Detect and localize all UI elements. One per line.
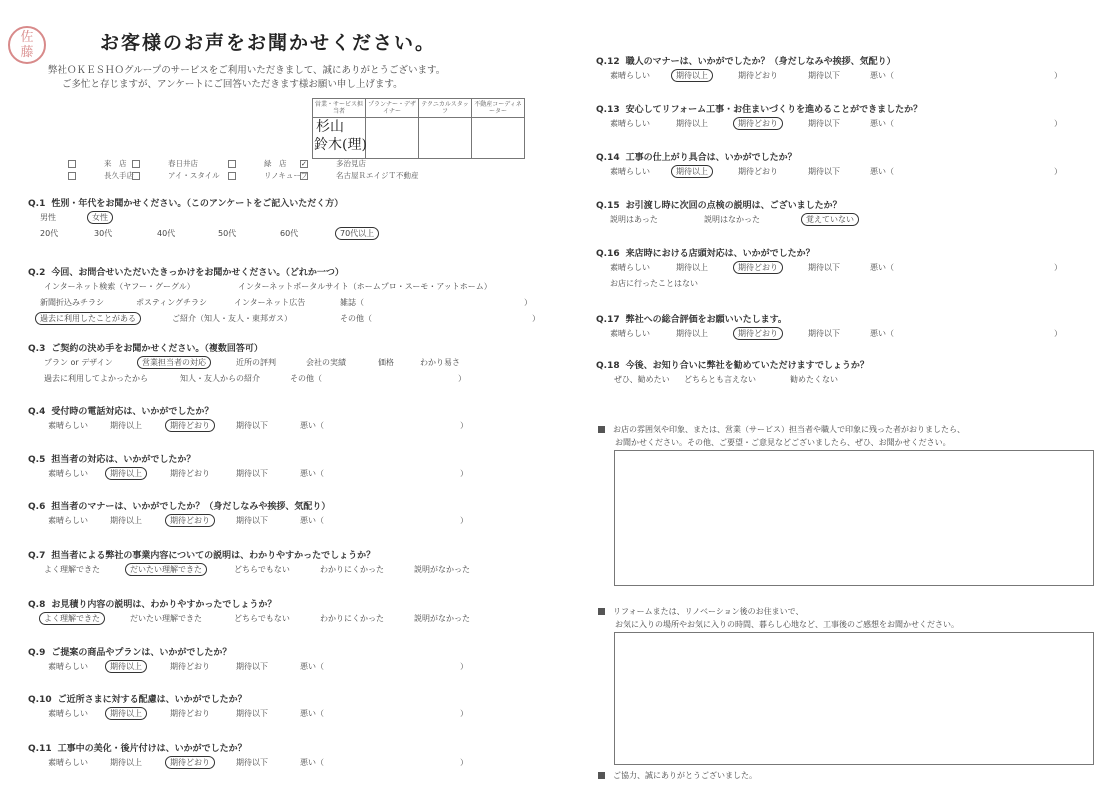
answer-option[interactable]	[236, 708, 268, 719]
answer-label: 知人・友人からの紹介	[180, 374, 260, 383]
answer-option[interactable]	[414, 613, 470, 624]
answer-label: わかりにくかった	[320, 565, 384, 574]
answer-label: 期待以下	[808, 329, 840, 338]
answer-label: その他（ ）	[340, 314, 540, 323]
store-label: 春日井店	[168, 159, 198, 168]
question-heading	[28, 597, 276, 610]
answer-selected-label: だいたい理解できた	[125, 563, 207, 576]
answer-label: ポスティングチラシ	[136, 298, 208, 307]
question-text: 担当者の対応は、いかがでしたか？	[51, 455, 196, 465]
answer-label: 期待以下	[808, 71, 840, 80]
question-text: 工事の仕上がり具合は、いかがでしたか？	[625, 153, 797, 163]
answer-label: 悪い（ ）	[300, 421, 468, 430]
answer-option[interactable]	[870, 166, 1062, 177]
answer-option[interactable]	[808, 262, 840, 273]
answer-option[interactable]	[610, 214, 658, 225]
answer-label: 素晴らしい	[48, 469, 88, 478]
answer-selected-label: 70代以上	[335, 227, 379, 240]
answer-label: 期待以上	[110, 421, 142, 430]
answer-label: よく理解できた	[44, 565, 100, 574]
answer-selected-label: 女性	[87, 211, 113, 224]
answer-label: ぜひ、勧めたい	[614, 375, 670, 384]
question-number: Q.13	[596, 105, 620, 115]
answer-option[interactable]	[110, 420, 142, 431]
answer-label: 30代	[94, 229, 113, 238]
seal-stamp: 佐藤	[8, 26, 46, 64]
question-text: 職人のマナーは、いかがでしたか？（身だしなみや挨拶、気配り）	[625, 57, 896, 67]
answer-option[interactable]	[94, 228, 112, 239]
answer-option[interactable]	[44, 613, 105, 624]
answer-label: どちらとも言えない	[684, 375, 756, 384]
thanks-text: ご協力、誠にありがとうございました。	[598, 770, 757, 781]
question-text: 弊社への総合評価をお願いいたします。	[625, 315, 787, 325]
answer-option[interactable]	[236, 357, 276, 368]
answer-option[interactable]	[378, 357, 394, 368]
answer-selected-label: 期待どおり	[733, 261, 783, 274]
answer-label: 悪い（ ）	[870, 263, 1062, 272]
checkbox-icon[interactable]	[300, 172, 308, 180]
store-option[interactable]	[132, 158, 226, 169]
store-label: 多治見店	[336, 159, 366, 168]
answer-label: 素晴らしい	[610, 329, 650, 338]
answer-option[interactable]	[738, 70, 778, 81]
answer-option[interactable]	[790, 374, 838, 385]
answer-label: お店に行ったことはない	[610, 279, 698, 288]
comment2-line-1: リフォームまたは、リノベーション後のお住まいで、	[598, 606, 803, 617]
answer-option[interactable]	[614, 374, 670, 385]
answer-option[interactable]	[110, 468, 147, 479]
answer-label: 素晴らしい	[610, 263, 650, 272]
answer-label: 素晴らしい	[610, 119, 650, 128]
answer-option[interactable]	[236, 757, 268, 768]
answer-option[interactable]	[340, 313, 540, 324]
answer-label: 期待以下	[808, 119, 840, 128]
question-number: Q.18	[596, 361, 620, 371]
answer-option[interactable]	[142, 357, 211, 368]
answer-option[interactable]	[300, 661, 468, 672]
answer-label: 40代	[157, 229, 176, 238]
answer-option[interactable]	[684, 374, 756, 385]
answer-option[interactable]	[870, 262, 1062, 273]
answer-option[interactable]	[234, 613, 290, 624]
answer-option[interactable]	[170, 757, 215, 768]
answer-label: 期待以上	[676, 119, 708, 128]
staff-header-realestate: 不動産コーディネーター	[472, 99, 525, 118]
answer-option[interactable]	[738, 166, 778, 177]
answer-option[interactable]	[218, 228, 236, 239]
question-heading	[28, 548, 375, 561]
answer-label: どちらでもない	[234, 565, 290, 574]
answer-label: だいたい理解できた	[130, 614, 202, 623]
answer-option[interactable]	[290, 373, 466, 384]
answer-option[interactable]	[870, 70, 1062, 81]
handwritten-name-2: 鈴木(理)	[314, 137, 367, 153]
answer-selected-label: よく理解できた	[39, 612, 105, 625]
answer-option[interactable]	[676, 166, 713, 177]
question-number: Q.6	[28, 502, 46, 512]
answer-label: 素晴らしい	[610, 71, 650, 80]
answer-selected-label: 期待どおり	[733, 327, 783, 340]
checkbox-icon[interactable]	[68, 172, 76, 180]
answer-option[interactable]	[610, 328, 650, 339]
answer-option[interactable]	[676, 262, 708, 273]
answer-option[interactable]	[130, 564, 207, 575]
answer-option[interactable]	[414, 564, 470, 575]
question-heading	[28, 265, 344, 278]
question-heading	[28, 499, 330, 512]
answer-option[interactable]	[48, 468, 88, 479]
answer-label: 60代	[280, 229, 299, 238]
comment1-line-2: お聞かせください。その他、ご要望・ご意見などございましたら、ぜひ、お聞かせください。	[615, 438, 951, 447]
answer-option[interactable]	[48, 420, 88, 431]
answer-option[interactable]	[236, 420, 268, 431]
answer-option[interactable]	[40, 297, 104, 308]
question-heading	[596, 54, 896, 67]
question-number: Q.7	[28, 551, 46, 561]
store-label: 来 店	[104, 159, 127, 168]
answer-selected-label: 期待どおり	[165, 514, 215, 527]
staff-header-planner: プランナー・デザイナー	[366, 99, 419, 118]
intro-line-2: ご多忙と存じますが、アンケートにご回答いただきます様お願い申し上げます。	[62, 79, 403, 90]
answer-label: 20代	[40, 229, 59, 238]
answer-option[interactable]	[48, 708, 88, 719]
answer-option[interactable]	[320, 613, 384, 624]
answer-label: 素晴らしい	[48, 516, 88, 525]
question-heading	[596, 198, 842, 211]
question-number: Q.5	[28, 455, 46, 465]
question-heading	[596, 246, 815, 259]
answer-option[interactable]	[236, 661, 268, 672]
question-text: 来店時における店頭対応は、いかがでしたか？	[625, 249, 815, 259]
question-text: お見積り内容の説明は、わかりやすかったでしょうか？	[51, 600, 277, 610]
answer-label: 価格	[378, 358, 394, 367]
question-heading	[28, 452, 195, 465]
answer-option[interactable]	[676, 70, 713, 81]
answer-selected-label: 期待どおり	[165, 756, 215, 769]
answer-label: どちらでもない	[234, 614, 290, 623]
question-heading	[596, 150, 797, 163]
question-text: 工事中の美化・後片付けは、いかがでしたか？	[57, 744, 247, 754]
answer-label: わかりにくかった	[320, 614, 384, 623]
store-label: リノキューブ	[264, 171, 309, 180]
store-label: アイ・スタイル	[168, 171, 220, 180]
answer-label: 過去に利用してよかったから	[44, 374, 148, 383]
answer-label: プラン or デザイン	[44, 358, 113, 367]
answer-option[interactable]	[808, 118, 840, 129]
question-heading	[28, 692, 247, 705]
answer-label: 期待以下	[236, 421, 268, 430]
answer-option[interactable]	[806, 214, 859, 225]
answer-label: 悪い（ ）	[870, 71, 1062, 80]
answer-option[interactable]	[234, 564, 290, 575]
answer-label: 期待以下	[236, 758, 268, 767]
checkbox-icon[interactable]	[228, 172, 236, 180]
question-number: Q.12	[596, 57, 620, 67]
answer-option[interactable]	[610, 70, 650, 81]
answer-selected-label: 覚えていない	[801, 213, 859, 226]
staff-header-sales: 営業・サービス担当者	[313, 99, 366, 118]
answer-option[interactable]	[170, 661, 210, 672]
question-text: 受付時の電話対応は、いかがでしたか？	[51, 407, 214, 417]
answer-selected-label: 期待どおり	[165, 419, 215, 432]
answer-label: 悪い（ ）	[300, 469, 468, 478]
answer-label: 悪い（ ）	[300, 662, 468, 671]
answer-option[interactable]	[40, 228, 58, 239]
question-text: 担当者による弊社の事業内容についての説明は、わかりやすかったでしょうか？	[51, 551, 376, 561]
answer-selected-label: 期待以上	[105, 467, 147, 480]
answer-option[interactable]	[340, 297, 532, 308]
answer-label: 素晴らしい	[48, 709, 88, 718]
answer-label: その他（ ）	[290, 374, 466, 383]
answer-label: 期待どおり	[170, 469, 210, 478]
answer-selected-label: 期待どおり	[733, 117, 783, 130]
answer-option[interactable]	[610, 166, 650, 177]
store-option[interactable]	[300, 158, 394, 169]
answer-selected-label: 営業担当者の対応	[137, 356, 211, 369]
question-text: 担当者のマナーは、いかがでしたか？（身だしなみや挨拶、気配り）	[51, 502, 331, 512]
checkbox-icon[interactable]	[228, 160, 236, 168]
question-heading	[28, 741, 247, 754]
page-title: お客様のお声をお聞かせください。	[100, 32, 437, 54]
answer-option[interactable]	[738, 328, 783, 339]
staff-header-technical: テクニカルスタッフ	[419, 99, 472, 118]
handwritten-name-1: 杉山	[316, 119, 344, 135]
answer-label: 会社の実績	[306, 358, 346, 367]
answer-option[interactable]	[92, 212, 113, 223]
answer-option[interactable]	[48, 757, 88, 768]
answer-label: 素晴らしい	[48, 662, 88, 671]
answer-option[interactable]	[610, 278, 698, 289]
question-text: ご近所さまに対する配慮は、いかがでしたか？	[57, 695, 247, 705]
answer-option[interactable]	[808, 166, 840, 177]
question-number: Q.11	[28, 744, 52, 754]
answer-label: ご紹介（知人・友人・東邦ガス）	[172, 314, 292, 323]
answer-option[interactable]	[44, 373, 148, 384]
answer-option[interactable]	[48, 661, 88, 672]
question-number: Q.8	[28, 600, 46, 610]
answer-selected-label: 期待以上	[671, 165, 713, 178]
answer-label: 50代	[218, 229, 237, 238]
answer-option[interactable]	[300, 708, 468, 719]
answer-label: 素晴らしい	[48, 758, 88, 767]
answer-label: 期待以上	[110, 516, 142, 525]
answer-label: 悪い（ ）	[870, 119, 1062, 128]
answer-option[interactable]	[280, 228, 298, 239]
comment1-line-1: お店の雰囲気や印象、または、営業（サービス）担当者や職人で印象に残った者がおりましたら、	[598, 424, 965, 435]
checkbox-icon[interactable]	[68, 160, 76, 168]
answer-option[interactable]	[870, 118, 1062, 129]
answer-label: 素晴らしい	[48, 421, 88, 430]
question-text: お引渡し時に次回の点検の説明は、ございましたか？	[625, 201, 842, 211]
question-heading	[596, 102, 922, 115]
store-label: 緑 店	[264, 159, 287, 168]
answer-label: 男性	[40, 213, 56, 222]
question-heading	[28, 645, 231, 658]
answer-label: 悪い（ ）	[300, 516, 468, 525]
answer-option[interactable]	[870, 328, 1062, 339]
answer-label: 期待以下	[236, 662, 268, 671]
answer-label: 悪い（ ）	[870, 167, 1062, 176]
answer-option[interactable]	[808, 328, 840, 339]
question-heading	[28, 404, 213, 417]
answer-option[interactable]	[48, 515, 88, 526]
comment1-textarea[interactable]	[614, 450, 1094, 586]
answer-selected-label: 期待以上	[105, 707, 147, 720]
answer-label: 期待どおり	[738, 167, 778, 176]
question-text: ご契約の決め手をお聞かせください。（複数回答可）	[51, 344, 263, 354]
comment2-line-2: お気に入りの場所やお気に入りの時間、暮らし心地など、工事後のご感想をお聞かせください。	[615, 620, 959, 629]
answer-label: 期待以下	[808, 263, 840, 272]
comment2-textarea[interactable]	[614, 632, 1094, 765]
answer-label: 期待以上	[676, 329, 708, 338]
answer-label: 説明はなかった	[704, 215, 760, 224]
answer-option[interactable]	[340, 228, 379, 239]
question-text: 今後、お知り合いに弊社を勧めていただけますでしょうか？	[625, 361, 869, 371]
answer-option[interactable]	[44, 281, 195, 292]
answer-label: 期待以上	[676, 263, 708, 272]
answer-option[interactable]	[180, 373, 260, 384]
answer-option[interactable]	[170, 515, 215, 526]
question-heading	[28, 341, 263, 354]
answer-label: 悪い（ ）	[300, 758, 468, 767]
answer-label: 説明はあった	[610, 215, 658, 224]
question-text: 安心してリフォーム工事・お住まいづくりを進めることができましたか？	[625, 105, 923, 115]
question-number: Q.10	[28, 695, 52, 705]
answer-label: 期待どおり	[170, 662, 210, 671]
answer-label: 説明がなかった	[414, 614, 470, 623]
answer-option[interactable]	[157, 228, 175, 239]
question-text: ご提案の商品やプランは、いかがでしたか？	[51, 648, 232, 658]
answer-option[interactable]	[300, 468, 468, 479]
answer-option[interactable]	[44, 357, 113, 368]
answer-label: 期待以上	[110, 758, 142, 767]
answer-option[interactable]	[110, 515, 142, 526]
answer-option[interactable]	[738, 262, 783, 273]
answer-label: 新聞折込みチラシ	[40, 298, 104, 307]
answer-option[interactable]	[40, 212, 56, 223]
question-number: Q.16	[596, 249, 620, 259]
answer-option[interactable]	[320, 564, 384, 575]
question-number: Q.15	[596, 201, 620, 211]
answer-option[interactable]	[170, 420, 215, 431]
question-text: 性別・年代をお聞かせください。（このアンケートをご記入いただく方）	[51, 199, 344, 209]
answer-option[interactable]	[110, 757, 142, 768]
answer-selected-label: 期待以上	[671, 69, 713, 82]
answer-label: 雑誌（ ）	[340, 298, 532, 307]
question-number: Q.2	[28, 268, 46, 278]
question-text: 今回、お問合せいただいたきっかけをお聞かせください。（どれか一つ）	[51, 268, 344, 278]
answer-option[interactable]	[306, 357, 346, 368]
answer-selected-label: 期待以上	[105, 660, 147, 673]
answer-label: 勧めたくない	[790, 375, 838, 384]
answer-option[interactable]	[130, 613, 202, 624]
question-number: Q.17	[596, 315, 620, 325]
answer-option[interactable]	[676, 118, 708, 129]
answer-option[interactable]	[136, 297, 207, 308]
answer-option[interactable]	[738, 118, 783, 129]
answer-option[interactable]	[170, 468, 210, 479]
answer-option[interactable]	[704, 214, 760, 225]
intro-line-1: 弊社ＯＫＥＳＨＯグループのサービスをご利用いただきまして、誠にありがとうございます。	[48, 65, 446, 76]
answer-label: 期待以下	[236, 516, 268, 525]
answer-label: 悪い（ ）	[870, 329, 1062, 338]
question-heading	[28, 196, 343, 209]
store-label: 名古屋ＲエイジＴ不動産	[336, 171, 419, 180]
checkbox-icon[interactable]	[132, 160, 140, 168]
question-number: Q.4	[28, 407, 46, 417]
answer-option[interactable]	[234, 297, 305, 308]
answer-label: 期待どおり	[738, 71, 778, 80]
answer-label: 期待どおり	[170, 709, 210, 718]
answer-option[interactable]	[40, 313, 141, 324]
answer-option[interactable]	[300, 515, 468, 526]
answer-label: 期待以下	[808, 167, 840, 176]
question-heading	[596, 312, 787, 325]
checkbox-icon[interactable]	[132, 172, 140, 180]
answer-option[interactable]	[44, 564, 100, 575]
answer-option[interactable]	[676, 328, 708, 339]
answer-label: 期待以下	[236, 469, 268, 478]
answer-option[interactable]	[300, 757, 468, 768]
question-heading	[596, 358, 869, 371]
question-number: Q.3	[28, 344, 46, 354]
answer-label: インターネットポータルサイト（ホームプロ・スーモ・アットホーム）	[238, 282, 492, 291]
answer-label: 悪い（ ）	[300, 709, 468, 718]
store-label: 長久手店	[104, 171, 134, 180]
answer-option[interactable]	[420, 357, 460, 368]
question-number: Q.14	[596, 153, 620, 163]
question-number: Q.9	[28, 648, 46, 658]
answer-option[interactable]	[610, 262, 650, 273]
answer-label: 期待以下	[236, 709, 268, 718]
answer-option[interactable]	[236, 515, 268, 526]
answer-label: インターネット広告	[234, 298, 306, 307]
answer-option[interactable]	[170, 708, 210, 719]
answer-label: インターネット検索（ヤフー・グーグル）	[44, 282, 195, 291]
answer-option[interactable]	[300, 420, 468, 431]
answer-option[interactable]	[236, 468, 268, 479]
answer-selected-label: 過去に利用したことがある	[35, 312, 141, 325]
answer-option[interactable]	[808, 70, 840, 81]
answer-option[interactable]	[610, 118, 650, 129]
answer-label: わかり易さ	[420, 358, 460, 367]
answer-option[interactable]	[110, 708, 147, 719]
answer-label: 説明がなかった	[414, 565, 470, 574]
checkbox-checked-icon[interactable]: ✓	[301, 160, 307, 168]
answer-option[interactable]	[238, 281, 492, 292]
answer-option[interactable]	[110, 661, 147, 672]
answer-option[interactable]	[172, 313, 292, 324]
answer-label: 素晴らしい	[610, 167, 650, 176]
answer-label: 近所の評判	[236, 358, 276, 367]
question-number: Q.1	[28, 199, 46, 209]
store-option[interactable]	[300, 170, 447, 181]
